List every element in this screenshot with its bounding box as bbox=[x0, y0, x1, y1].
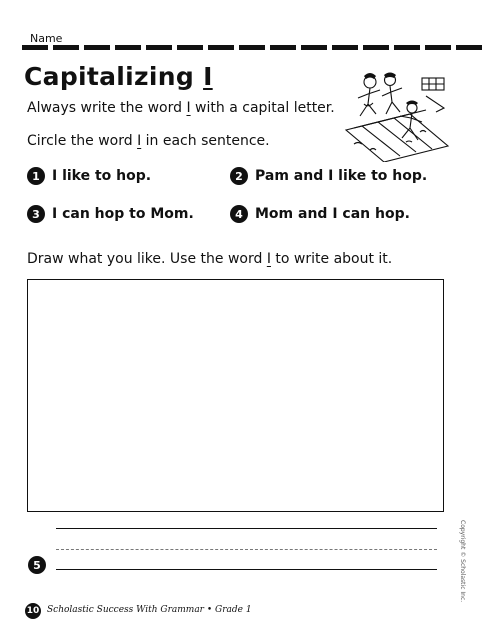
name-label: Name bbox=[30, 32, 63, 45]
instruction-capital-word: I bbox=[186, 100, 191, 116]
instruction-capital-before: Always write the word bbox=[27, 100, 187, 116]
sentence-text: Mom and I can hop. bbox=[255, 206, 410, 222]
draw-prompt bbox=[27, 251, 392, 267]
drawing-box[interactable] bbox=[27, 279, 444, 512]
sentence-text: I can hop to Mom. bbox=[52, 206, 194, 222]
sentence-3 bbox=[27, 205, 194, 223]
number-badge: 3 bbox=[27, 205, 45, 223]
number-badge-5: 5 bbox=[28, 556, 46, 574]
instruction-circle-after: in each sentence. bbox=[141, 133, 270, 149]
number-badge: 2 bbox=[230, 167, 248, 185]
footer-page-number: 10 bbox=[25, 603, 41, 619]
draw-prompt-after: to write about it. bbox=[270, 251, 393, 267]
copyright: Copyright © Scholastic Inc. bbox=[459, 520, 466, 603]
instruction-capital bbox=[27, 100, 335, 116]
title-letter: I bbox=[203, 62, 213, 91]
sentence-2 bbox=[230, 167, 427, 185]
instruction-circle-word: I bbox=[137, 133, 142, 149]
writing-line-bottom[interactable] bbox=[56, 569, 437, 570]
instruction-circle bbox=[27, 133, 270, 149]
number-badge: 1 bbox=[27, 167, 45, 185]
sentence-4 bbox=[230, 205, 410, 223]
instruction-circle-before: Circle the word bbox=[27, 133, 138, 149]
title-prefix: Capitalizing bbox=[24, 62, 204, 91]
instruction-capital-after: with a capital letter. bbox=[190, 100, 335, 116]
draw-prompt-word: I bbox=[266, 251, 271, 267]
sentence-text: Pam and I like to hop. bbox=[255, 168, 428, 184]
sentence-text: I like to hop. bbox=[52, 168, 152, 184]
sentence-1 bbox=[27, 167, 151, 185]
number-badge: 4 bbox=[230, 205, 248, 223]
page-title bbox=[24, 62, 213, 91]
draw-prompt-before: Draw what you like. Use the word bbox=[27, 251, 267, 267]
hopscotch-illustration bbox=[340, 72, 452, 162]
name-rule bbox=[22, 45, 487, 50]
writing-line-top bbox=[56, 528, 437, 529]
writing-line-middle bbox=[56, 549, 437, 550]
footer-text: Scholastic Success With Grammar • Grade 1 bbox=[47, 605, 252, 615]
